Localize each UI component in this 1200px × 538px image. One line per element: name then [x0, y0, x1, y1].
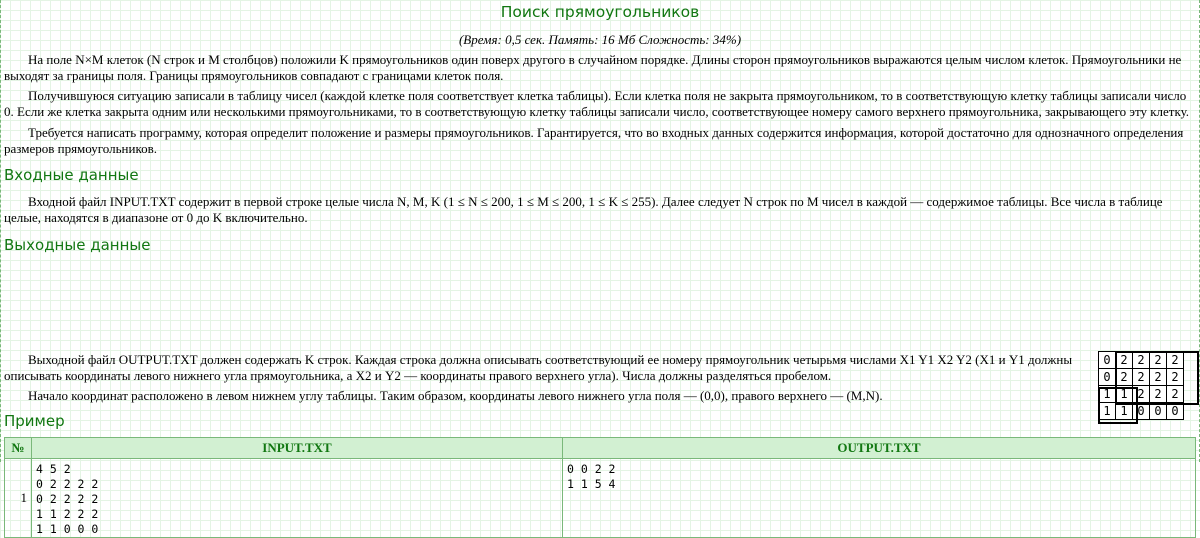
- example-row-number: 1: [5, 459, 32, 538]
- example-heading: Пример: [4, 412, 65, 430]
- grid-cell: 2: [1167, 369, 1184, 386]
- example-table: [4, 437, 1196, 538]
- grid-cell: 2: [1150, 369, 1167, 386]
- left-page-border: [0, 0, 1, 462]
- grid-cell: 1: [1099, 386, 1116, 403]
- grid-cell: 2: [1116, 352, 1133, 369]
- grid-cell: 2: [1150, 352, 1167, 369]
- example-output-cell: [563, 459, 1196, 538]
- grid-cell: 2: [1167, 352, 1184, 369]
- grid-cell: 0: [1133, 403, 1150, 420]
- grid-row: [1099, 403, 1184, 420]
- example-grid: [1098, 351, 1184, 420]
- example-col-num: №: [5, 438, 32, 459]
- output-heading: Выходные данные: [4, 236, 151, 254]
- grid-cell: 0: [1099, 352, 1116, 369]
- example-input-cell: [32, 459, 563, 538]
- grid-cell: 2: [1133, 352, 1150, 369]
- example-row: [5, 459, 1196, 538]
- grid-cell: 2: [1133, 369, 1150, 386]
- example-output-text: 0 0 2 2 1 1 5 4: [567, 462, 616, 491]
- grid-row: [1099, 352, 1184, 369]
- grid-cell: 1: [1099, 403, 1116, 420]
- grid-cell: 0: [1167, 403, 1184, 420]
- grid-row: [1099, 386, 1184, 403]
- example-header-row: [5, 438, 1196, 459]
- grid-cell: 2: [1116, 369, 1133, 386]
- input-description: Входной файл INPUT.TXT содержит в первой строке целые числа N, M, K (1 ≤ N ≤ 200, 1 ≤ M ≤ 200, 1 ≤ K ≤ 255). Далее следует N строк по M чисел в каждой — содержимое таблицы. Все числа в таблице целые, находятся в диапазоне от 0 до K включительно.: [4, 194, 1163, 225]
- grid-row: [1099, 369, 1184, 386]
- input-heading: Входные данные: [4, 166, 139, 184]
- output-description-1: Выходной файл OUTPUT.TXT должен содержать K строк. Каждая строка должна описывать соответствующий ее номеру прямоугольник четырьмя числами X1 Y1 X2 Y2 (X1 и Y1 должны описывать координаты левого нижнего угла прямоугольника, а X2 и Y2 — координаты правого верхнего угла). Числа должны разделяться пробелом.: [4, 352, 1073, 383]
- grid-cell: 2: [1167, 386, 1184, 403]
- example-col-input: INPUT.TXT: [32, 438, 563, 459]
- statement-paragraph-3: Требуется написать программу, которая определит положение и размеры прямоугольников. Гарантируется, что во входных данных содержится информация, которой достаточно для однозначного определения размеров прямоугольников.: [4, 125, 1184, 156]
- grid-cell: 1: [1116, 386, 1133, 403]
- example-col-output: OUTPUT.TXT: [563, 438, 1196, 459]
- grid-cell: 2: [1133, 386, 1150, 403]
- problem-title: Поиск прямоугольников: [500, 3, 700, 21]
- statement-paragraph-1: На поле N×M клеток (N строк и M столбцов) положили K прямоугольников один поверх другого в случайном порядке. Длины сторон прямоугольников выражаются целым числом клеток. Прямоугольники не выходят за границы поля. Границы прямоугольников совпадают с границами клеток поля.: [4, 52, 1182, 83]
- grid-cell: 2: [1150, 386, 1167, 403]
- grid-cell: 1: [1116, 403, 1133, 420]
- grid-cell: 0: [1099, 369, 1116, 386]
- grid-cell: 0: [1150, 403, 1167, 420]
- example-input-text: 4 5 2 0 2 2 2 2 0 2 2 2 2 1 1 2 2 2 1 1 0 0 0: [36, 462, 99, 536]
- problem-limits: (Время: 0,5 сек. Память: 16 Мб Сложность: 34%): [458, 32, 742, 47]
- output-description-2: Начало координат расположено в левом нижнем углу таблицы. Таким образом, координаты левого нижнего угла поля — (0,0), правого верхнего — (M,N).: [28, 388, 883, 403]
- statement-paragraph-2: Получившуюся ситуацию записали в таблицу чисел (каждой клетке поля соответствует клетка таблицы). Если клетка поля не закрыта прямоугольником, то в соответствующую клетку таблицы записали число 0. Если же клетка закрыта одним или несколькими прямоугольниками, то в соответствующую клетку таблицы записали число, соответствующее номеру самого верхнего прямоугольника, закрывающего эту клетку.: [4, 88, 1190, 119]
